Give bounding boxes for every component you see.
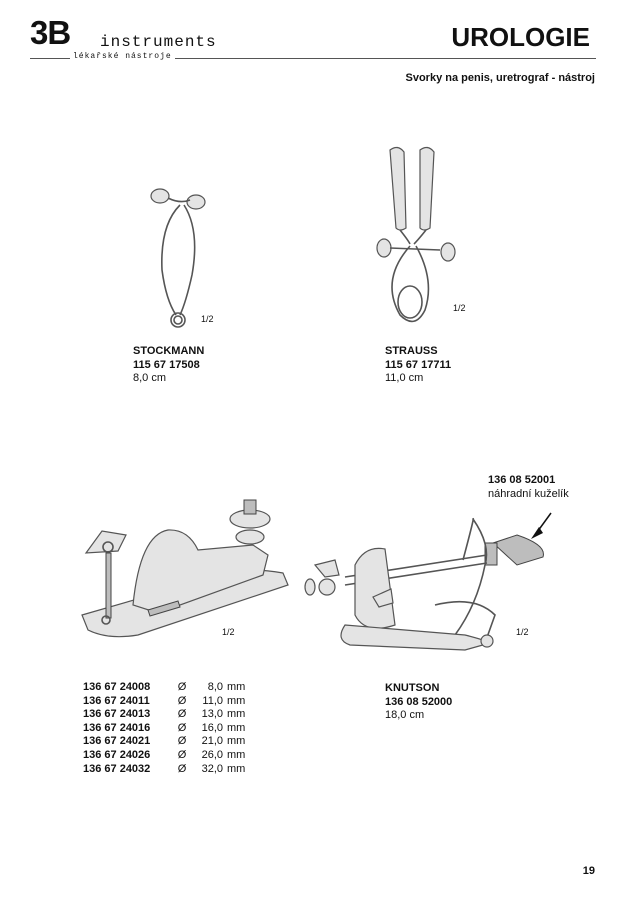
size-code-cell: 136 67 24013 [83,708,151,721]
size-code-cell: 136 67 24026 [83,748,151,761]
stockmann-size: 8,0 cm [133,372,167,384]
spare-part-label [488,474,569,501]
size-unit-cell: mm [227,748,246,761]
size-unit-cell: mm [227,735,246,748]
size-symbol-cell: Ø [177,762,187,775]
size-symbol-cell: Ø [177,681,187,693]
table-row [83,722,245,736]
size-code-cell: 136 67 24021 [83,735,151,748]
stockmann-code: 115 67 17508 [133,358,200,371]
size-unit-cell: mm [227,762,246,775]
size-symbol-cell: Ø [177,721,187,734]
knutson-code: 136 08 52000 [385,695,453,708]
size-value-cell: 13,0 [201,708,223,721]
table-row [83,749,245,763]
strauss-label [385,345,451,386]
size-unit-cell: mm [227,694,246,707]
size-value-cell: 8,0 [207,681,223,693]
table-row [83,708,245,722]
size-value-cell: 26,0 [201,748,223,761]
knutson-scale: 1/2 [516,627,529,637]
size-symbol-cell: Ø [177,748,187,761]
knutson-name: KNUTSON [385,682,440,694]
table-row [83,763,245,777]
table-row [83,695,245,709]
size-unit-cell: mm [227,721,246,734]
logo-wordmark: instruments [100,33,217,51]
logo-tagline: lékařské nástroje [70,52,175,61]
stockmann-label [133,345,204,386]
knutson-size: 18,0 cm [385,709,425,721]
logo-mark: 3B [30,14,71,51]
page-title: UROLOGIE [451,22,590,52]
size-unit-cell: mm [227,708,246,721]
stockmann-clamp-illustration [140,180,220,335]
arrow-icon [531,527,543,539]
size-unit-cell: mm [227,681,246,693]
size-value-cell: 16,0 [201,721,223,734]
stockmann-scale: 1/2 [201,314,214,324]
uretrograf-size-table [83,681,245,776]
page-subtitle: Svorky na penis, uretrograf - nástroj [405,72,595,84]
page-number: 19 [582,865,595,877]
size-code-cell: 136 67 24011 [83,694,150,707]
size-code-cell: 136 67 24008 [83,681,151,693]
strauss-code: 115 67 17711 [385,358,452,371]
size-symbol-cell: Ø [177,694,187,707]
size-value-cell: 32,0 [201,762,223,775]
strauss-name: STRAUSS [385,345,438,357]
strauss-size: 11,0 cm [385,372,424,384]
strauss-scale: 1/2 [453,303,466,313]
uretrograf-scale: 1/2 [222,627,235,637]
knutson-label [385,682,452,723]
size-code-cell: 136 67 24032 [83,762,151,775]
size-symbol-cell: Ø [177,708,187,721]
table-row [83,735,245,749]
size-symbol-cell: Ø [177,735,187,748]
stockmann-name: STOCKMANN [133,345,205,357]
size-code-cell: 136 67 24016 [83,721,151,734]
table-row [83,681,245,695]
size-value-cell: 21,0 [201,735,223,748]
spare-part-code: 136 08 52001 [488,474,556,486]
spare-part-name: náhradní kuželík [488,487,569,500]
size-value-cell: 11,0 [202,694,223,707]
uretrograf-illustration [78,495,298,645]
